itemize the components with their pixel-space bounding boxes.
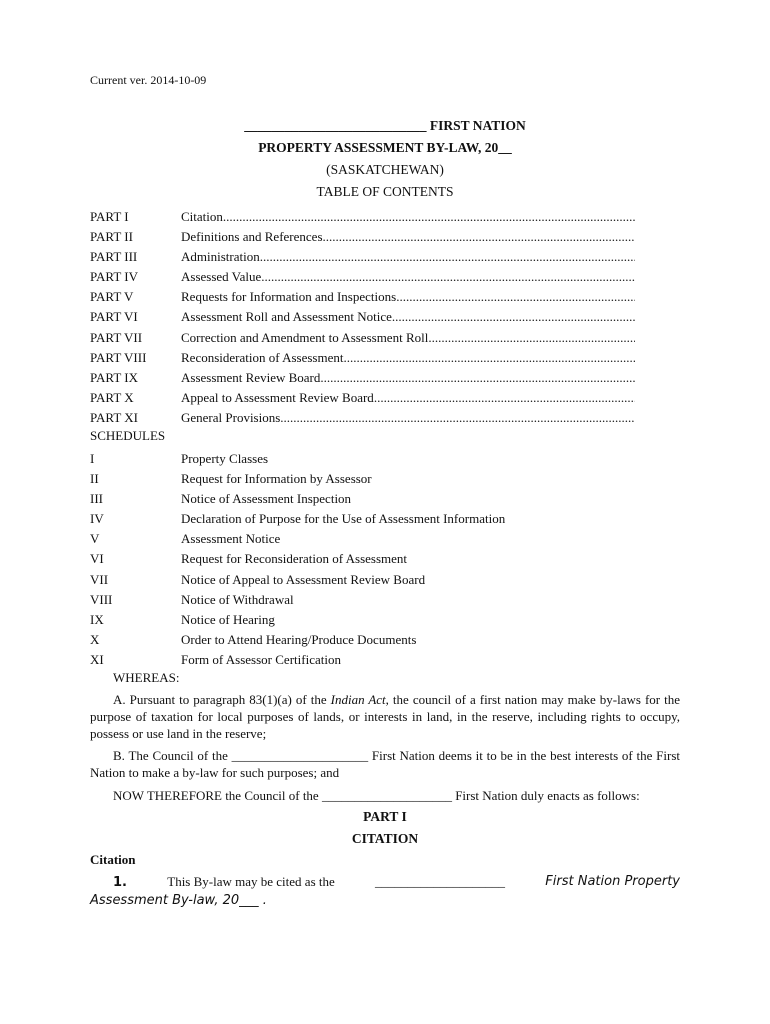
schedule-number: XI — [90, 651, 104, 667]
toc-heading: TABLE OF CONTENTS — [316, 184, 454, 199]
schedule-number: VIII — [90, 591, 113, 607]
schedule-item — [90, 630, 680, 650]
schedule-title: Request for Information by Assessor — [181, 471, 372, 487]
schedule-title: Notice of Hearing — [181, 611, 275, 627]
schedule-item — [90, 509, 680, 529]
toc-part-label: PART XI — [90, 409, 138, 425]
indian-act-title: Indian Act — [330, 692, 386, 707]
schedule-title: Declaration of Purpose for the Use of Assessment Information — [181, 511, 506, 527]
schedule-title: Property Classes — [181, 451, 269, 466]
part-label: PART I — [363, 809, 407, 824]
toc-item — [90, 348, 635, 368]
enacting-clause: NOW THEREFORE the Council of the ____________________ First Nation duly enacts as follows: — [113, 788, 640, 803]
section-number: 1. — [113, 875, 127, 890]
schedule-number: V — [90, 531, 100, 547]
schedule-title: Assessment Notice — [181, 531, 281, 547]
schedule-number: IV — [90, 511, 104, 527]
toc-part-label: PART II — [90, 229, 133, 245]
schedule-item — [90, 449, 680, 469]
recital-a — [90, 691, 680, 742]
toc-title: Citation — [181, 209, 223, 224]
title-first-nation: ___________________________ FIRST NATION — [244, 118, 526, 133]
bylaw-title-part-b: Assessment By-law, 20___ . — [90, 893, 267, 908]
toc-part-label: PART VIII — [90, 349, 147, 365]
toc-title: Correction and Amendment to Assessment Roll — [181, 329, 429, 345]
toc-item — [90, 287, 635, 307]
section-1 — [90, 873, 680, 909]
toc-item — [90, 227, 635, 247]
schedule-item — [90, 570, 680, 590]
toc-title: Requests for Information and Inspections — [181, 289, 397, 305]
toc-item — [90, 247, 635, 267]
toc-part-label: PART V — [90, 289, 134, 305]
schedule-title: Order to Attend Hearing/Produce Documents — [181, 631, 417, 647]
toc-item — [90, 207, 635, 227]
schedule-item — [90, 590, 680, 610]
toc-item — [90, 307, 635, 327]
title-bylaw: PROPERTY ASSESSMENT BY-LAW, 20__ — [258, 140, 512, 155]
schedule-item — [90, 650, 680, 670]
toc-title: General Provisions — [181, 409, 281, 425]
recital-a-suffix: , the council of a first nation may make by-laws for the purpose of taxation for local purposes of lands, or interests in land, in the reserve, including rights to occupy, possess or use land in the reserve; — [90, 692, 680, 741]
schedule-number: II — [90, 471, 99, 487]
schedule-number: VI — [90, 551, 104, 567]
toc-item — [90, 368, 635, 388]
schedule-item — [90, 549, 680, 569]
toc-title: Appeal to Assessment Review Board — [181, 389, 374, 405]
toc-part-label: PART III — [90, 249, 138, 265]
section-1-text: This By-law may be cited as the — [167, 874, 335, 889]
section-heading: Citation — [90, 852, 136, 867]
schedule-title: Notice of Assessment Inspection — [181, 491, 352, 507]
schedules-list — [90, 449, 680, 670]
schedule-title: Notice of Withdrawal — [181, 591, 294, 607]
version-label: Current ver. 2014-10-09 — [90, 73, 207, 87]
toc-item — [90, 388, 635, 408]
toc-part-label: PART I — [90, 209, 129, 224]
toc-part-label: PART IX — [90, 369, 138, 385]
schedule-number: IX — [90, 611, 104, 627]
schedule-item — [90, 529, 680, 549]
table-of-contents — [90, 207, 635, 428]
schedule-number: III — [90, 491, 103, 507]
toc-title: Assessment Review Board — [181, 369, 321, 385]
schedule-item — [90, 610, 680, 630]
toc-item — [90, 408, 635, 428]
toc-title: Administration — [181, 249, 260, 265]
schedule-title: Notice of Appeal to Assessment Review Board — [181, 571, 426, 587]
recital-b: B. The Council of the _____________________ First Nation deems it to be in the best interests of the First Nation to make a by-law for such purposes; and — [90, 748, 680, 780]
whereas-label: WHEREAS: — [113, 670, 180, 685]
province-label: (SASKATCHEWAN) — [326, 162, 444, 177]
schedule-number: I — [90, 451, 95, 466]
schedule-number: X — [90, 631, 100, 647]
bylaw-title-part-a: First Nation Property — [545, 874, 680, 889]
toc-part-label: PART IV — [90, 269, 138, 285]
toc-title: Definitions and References — [181, 229, 323, 245]
recital-a-prefix: A. Pursuant to paragraph 83(1)(a) of the — [113, 692, 331, 707]
toc-part-label: PART VII — [90, 329, 143, 345]
toc-title: Reconsideration of Assessment — [181, 349, 344, 365]
toc-item — [90, 328, 635, 348]
part-title: CITATION — [351, 831, 419, 846]
schedule-number: VII — [90, 571, 109, 587]
schedule-title: Request for Reconsideration of Assessment — [181, 551, 408, 567]
toc-part-label: PART X — [90, 389, 134, 405]
schedule-title: Form of Assessor Certification — [181, 651, 341, 667]
toc-title: Assessed Value — [181, 269, 262, 285]
toc-title: Assessment Roll and Assessment Notice — [181, 309, 392, 325]
schedules-heading: SCHEDULES — [90, 428, 166, 443]
toc-part-label: PART VI — [90, 309, 138, 325]
section-1-blank: ____________________ — [375, 874, 506, 889]
toc-item — [90, 267, 635, 287]
schedule-item — [90, 489, 680, 509]
schedule-item — [90, 469, 680, 489]
